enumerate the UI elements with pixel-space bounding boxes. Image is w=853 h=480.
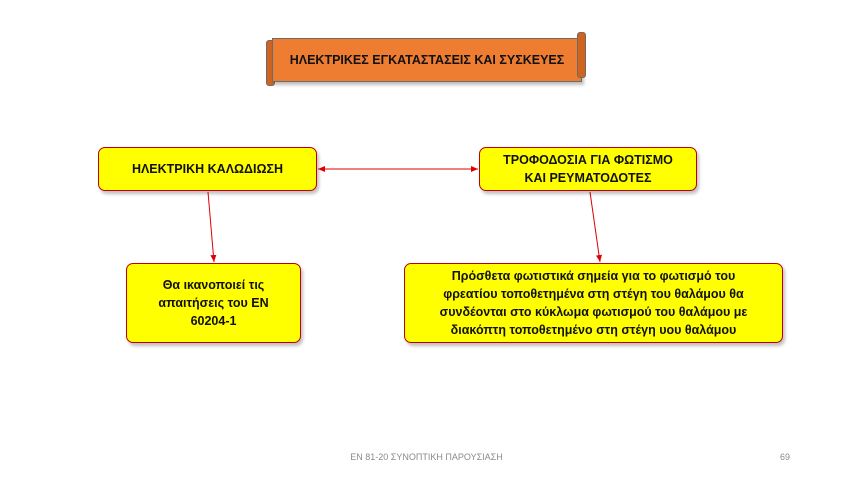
node-lights-line3: συνδέονται στο κύκλωμα φωτισμού του θαλάμου με — [439, 305, 748, 319]
banner-title: ΗΛΕΚΤΡΙΚΕΣ ΕΓΚΑΤΑΣΤΑΣΕΙΣ ΚΑΙ ΣΥΣΚΕΥΕΣ — [289, 53, 565, 67]
node-en-requirements — [126, 263, 301, 343]
node-lights-line4: διακόπτη τοποθετημένο στη στέγη υου θαλάμου — [450, 323, 737, 338]
node-power-supply — [479, 147, 697, 191]
node-power-supply-line2: ΚΑΙ ΡΕΥΜΑΤΟΔΟΤΕΣ — [524, 171, 652, 185]
node-electrical-wiring-label: ΗΛΕΚΤΡΙΚΗ ΚΑΛΩΔΙΩΣΗ — [131, 161, 284, 176]
page-number: 69 — [779, 452, 790, 462]
node-lights-line2: φρεατίου τοποθετημένα στη στέγη του θαλάμου θα — [443, 286, 744, 301]
node-en-line2: απαιτήσεις του EN — [158, 295, 269, 310]
node-lights-line1: Πρόσθετα φωτιστικά σημεία για το φωτισμό του — [451, 268, 736, 283]
node-power-supply-line1: ΤΡΟΦΟΔΟΣΙΑ ΓΙΑ ΦΩΤΙΣΜΟ — [503, 152, 673, 167]
node-en-line1: Θα ικανοποιεί τις — [162, 277, 265, 292]
footer-text: EN 81-20 ΣΥΝΟΠΤΙΚΗ ΠΑΡΟΥΣΙΑΣΗ — [350, 452, 503, 462]
arrow-wiring-en — [208, 192, 214, 262]
node-en-line3: 60204-1 — [190, 314, 237, 329]
node-additional-lights — [404, 263, 783, 343]
arrow-power-lights — [590, 192, 600, 262]
node-electrical-wiring — [98, 147, 317, 191]
